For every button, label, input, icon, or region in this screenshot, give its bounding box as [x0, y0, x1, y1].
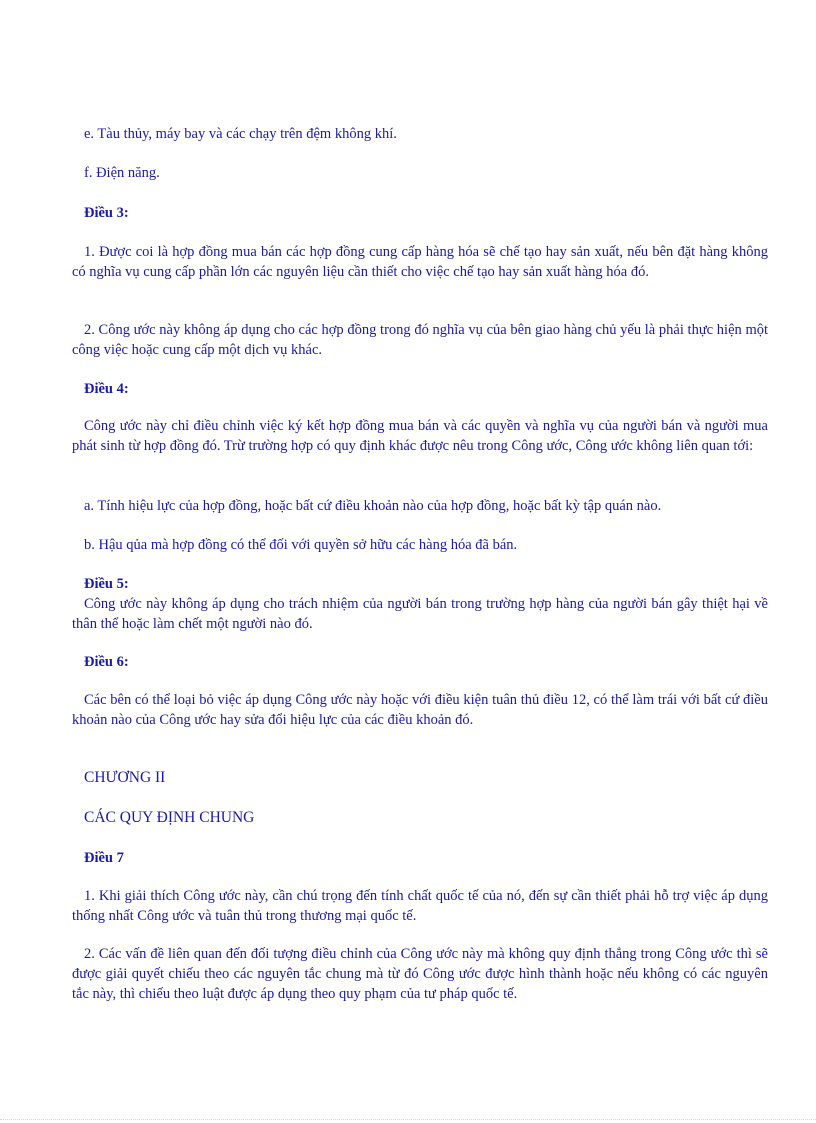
article-3-heading: Điều 3: — [84, 205, 129, 221]
article-6-heading: Điều 6: — [84, 654, 129, 670]
article-3-paragraph-2: 2. Công ước này không áp dụng cho các hợp đồng trong đó nghĩa vụ của bên giao hàng chủ yếu là phải thực hiện một công việc hoặc cung cấp một dịch vụ khác. — [72, 322, 768, 358]
article-7-paragraph-2: 2. Các vấn đề liên quan đến đối tượng điều chỉnh của Công ước này mà không quy định thẳng trong Công ước thì sẽ được giải quyết chiếu theo các nguyên tắc chung mà từ đó Công ước được hình thành hoặc nếu không có các nguyên tắc này, thì chiếu theo luật được áp dụng theo quy phạm của tư pháp quốc tế. — [72, 946, 768, 1002]
article-3-paragraph-1: 1. Được coi là hợp đồng mua bán các hợp đồng cung cấp hàng hóa sẽ chế tạo hay sản xuất, nếu bên đặt hàng không có nghĩa vụ cung cấp phần lớn các nguyên liệu cần thiết cho việc chế tạo hay sản xuất hàng hóa đó. — [72, 244, 768, 280]
article-5-heading: Điều 5: — [84, 576, 129, 592]
article-5-paragraph-1: Công ước này không áp dụng cho trách nhiệm của người bán trong trường hợp hàng của người bán gây thiệt hại về thân thể hoặc làm chết một người nào đó. — [72, 596, 768, 632]
page-bottom-border — [0, 1119, 816, 1123]
article-4-item-a: a. Tính hiệu lực của hợp đồng, hoặc bất cứ điều khoản nào của hợp đồng, hoặc bất kỳ tập quán nào. — [84, 498, 662, 514]
article-4-item-b: b. Hậu qủa mà hợp đồng có thể đối với quyền sở hữu các hàng hóa đã bán. — [84, 537, 518, 553]
list-item-f: f. Điện năng. — [84, 165, 160, 181]
chapter-title: CÁC QUY ĐỊNH CHUNG — [84, 809, 255, 826]
article-7-paragraph-1: 1. Khi giải thích Công ước này, cần chú trọng đến tính chất quốc tế của nó, đến sự cần thiết phải hỗ trợ việc áp dụng thống nhất Công ước và tuân thủ trong thương mại quốc tế. — [72, 888, 768, 924]
list-item-e: e. Tàu thủy, máy bay và các chạy trên đệm không khí. — [84, 126, 397, 142]
article-7-heading: Điều 7 — [84, 850, 124, 866]
article-4-paragraph-1: Công ước này chỉ điều chỉnh việc ký kết hợp đồng mua bán và các quyền và nghĩa vụ của người bán và người mua phát sinh từ hợp đồng đó. Trừ trường hợp có quy định khác được nêu trong Công ước, Công ước không liên quan tới: — [72, 418, 768, 454]
article-4-heading: Điều 4: — [84, 381, 129, 397]
article-6-paragraph-1: Các bên có thể loại bỏ việc áp dụng Công ước này hoặc với điều kiện tuân thủ điều 12, có thể làm trái với bất cứ điều khoản nào của Công ước hay sửa đổi hiệu lực của các điều khoản đó. — [72, 692, 768, 728]
chapter-number: CHƯƠNG II — [84, 769, 166, 786]
